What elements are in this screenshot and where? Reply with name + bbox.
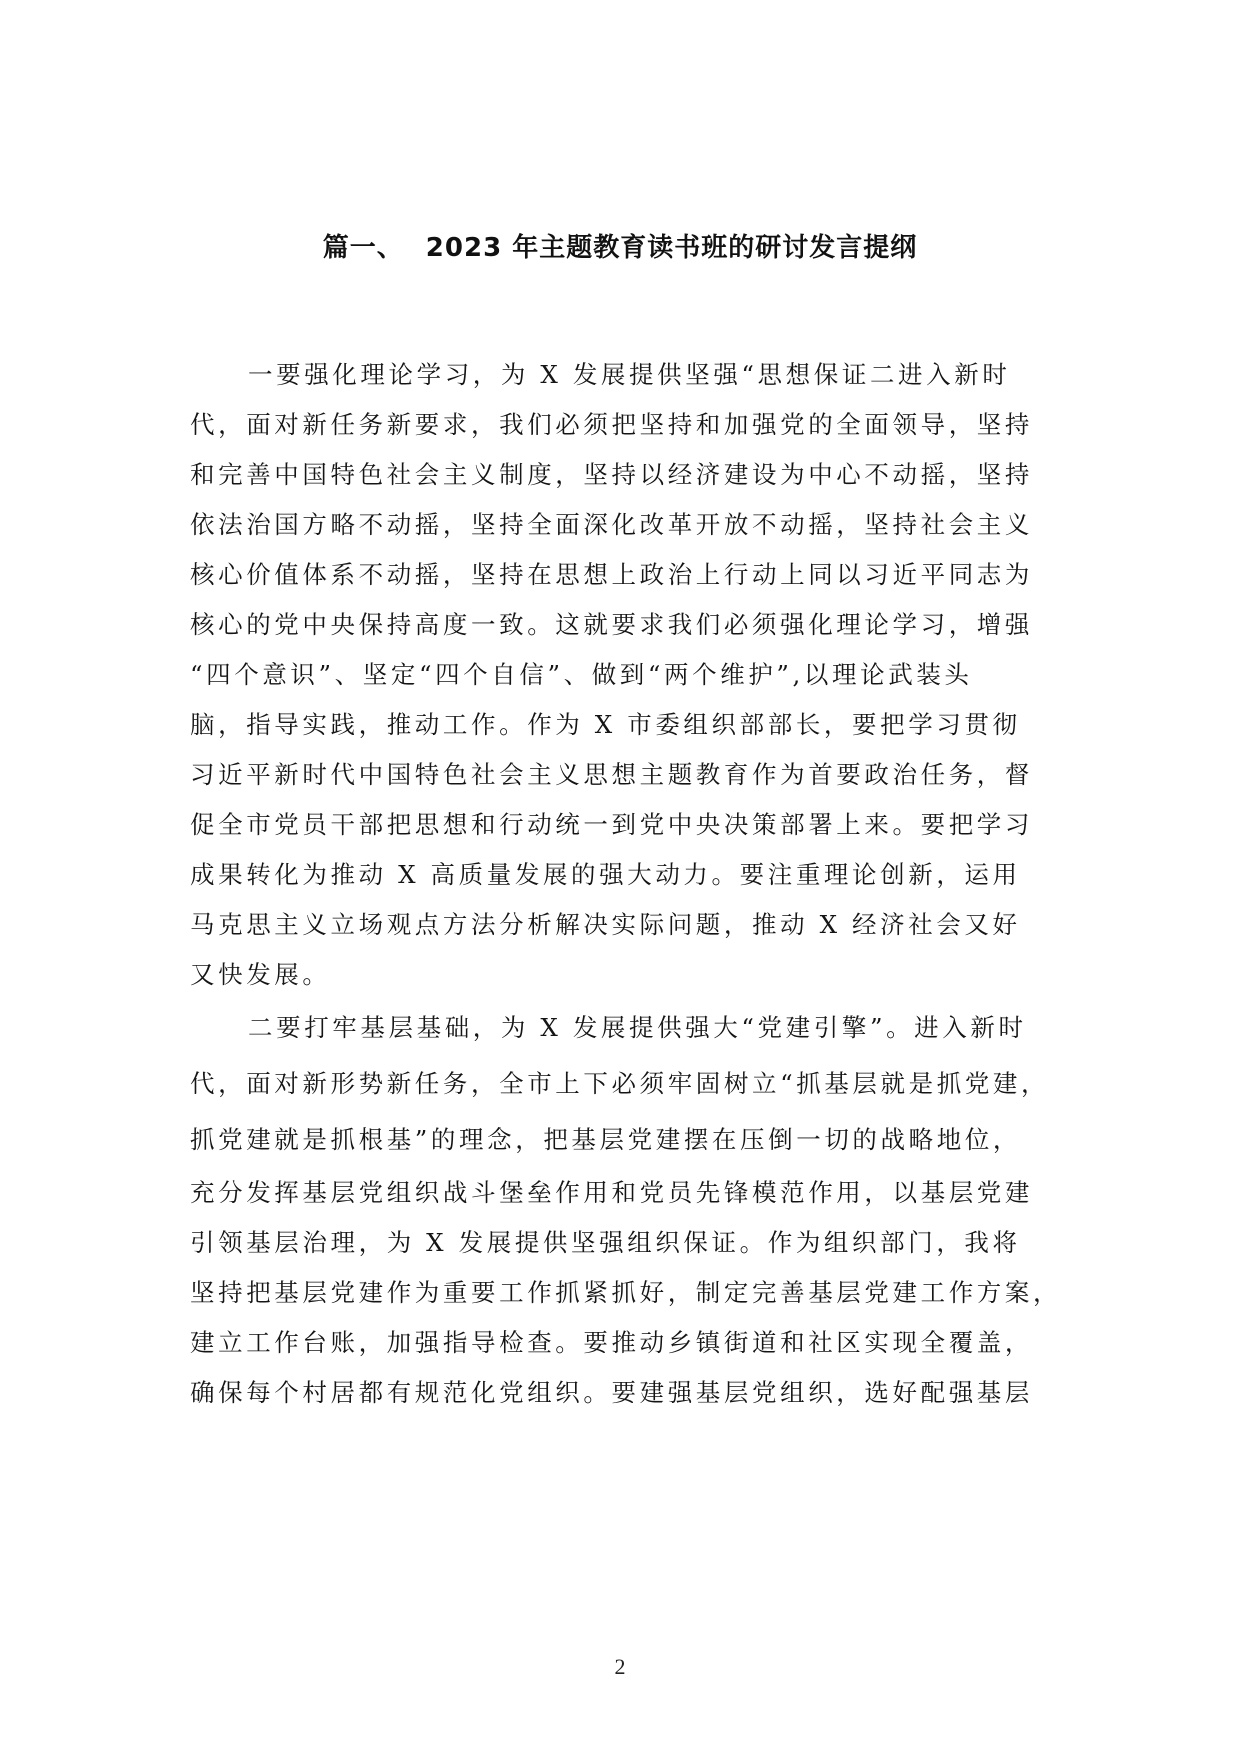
paragraph-1-line: 一要强化理论学习，为 X 发展提供坚强“思想保证二进入新时 [248,360,1011,389]
paragraph-1-line: 和完善中国特色社会主义制度，坚持以经济建设为中心不动摇，坚持 [190,460,1033,489]
paragraph-1-line: 马克思主义立场观点方法分析解决实际问题，推动 X 经济社会又好 [190,910,1021,939]
paragraph-1-line: 促全市党员干部把思想和行动统一到党中央决策部署上来。要把学习 [190,810,1033,839]
paragraph-1-line: 代，面对新任务新要求，我们必须把坚持和加强党的全面领导，坚持 [190,410,1033,439]
paragraph-1-line: 又快发展。 [190,960,331,989]
page-number: 2 [614,1654,626,1679]
paragraph-1-line: 成果转化为推动 X 高质量发展的强大动力。要注重理论创新，运用 [190,860,1021,889]
paragraph-1-line: 脑，指导实践，推动工作。作为 X 市委组织部部长，要把学习贯彻 [190,710,1021,739]
paragraph-2-line: 二要打牢基层基础，为 X 发展提供强大“党建引擎”。进入新时 [248,1013,1027,1042]
paragraph-1-line: 习近平新时代中国特色社会主义思想主题教育作为首要政治任务，督 [190,760,1033,789]
paragraph-2-line: 代，面对新形势新任务，全市上下必须牢固树立“抓基层就是抓党建， [190,1069,1050,1098]
paragraph-1-line: 核心价值体系不动摇，坚持在思想上政治上行动上同以习近平同志为 [190,560,1033,589]
paragraph-2-line: 坚持把基层党建作为重要工作抓紧抓好，制定完善基层党建工作方案， [190,1278,1062,1307]
document-body [190,350,1062,1418]
paragraph-1-line: 核心的党中央保持高度一致。这就要求我们必须强化理论学习，增强 [190,610,1033,639]
paragraph-2-line: 确保每个村居都有规范化党组织。要建强基层党组织，选好配强基层 [190,1378,1033,1407]
paragraph-1-line: “四个意识”、坚定“四个自信”、做到“两个维护”,以理论武装头 [190,660,973,689]
paragraph-2-line: 充分发挥基层党组织战斗堡垒作用和党员先锋模范作用，以基层党建 [190,1178,1033,1207]
paragraph-2-line: 建立工作台账，加强指导检查。要推动乡镇街道和社区实现全覆盖， [190,1328,1033,1357]
paragraph-1-line: 依法治国方略不动摇，坚持全面深化改革开放不动摇，坚持社会主义 [190,510,1033,539]
title-prefix: 篇一、 [322,233,404,263]
paragraph-2-line: 抓党建就是抓根基”的理念，把基层党建摆在压倒一切的战略地位， [190,1125,1022,1154]
document-title [0,228,1240,268]
title-main: 2023 年主题教育读书班的研讨发言提纲 [425,233,918,263]
paragraph-2-line: 引领基层治理，为 X 发展提供坚强组织保证。作为组织部门，我将 [190,1228,1021,1257]
